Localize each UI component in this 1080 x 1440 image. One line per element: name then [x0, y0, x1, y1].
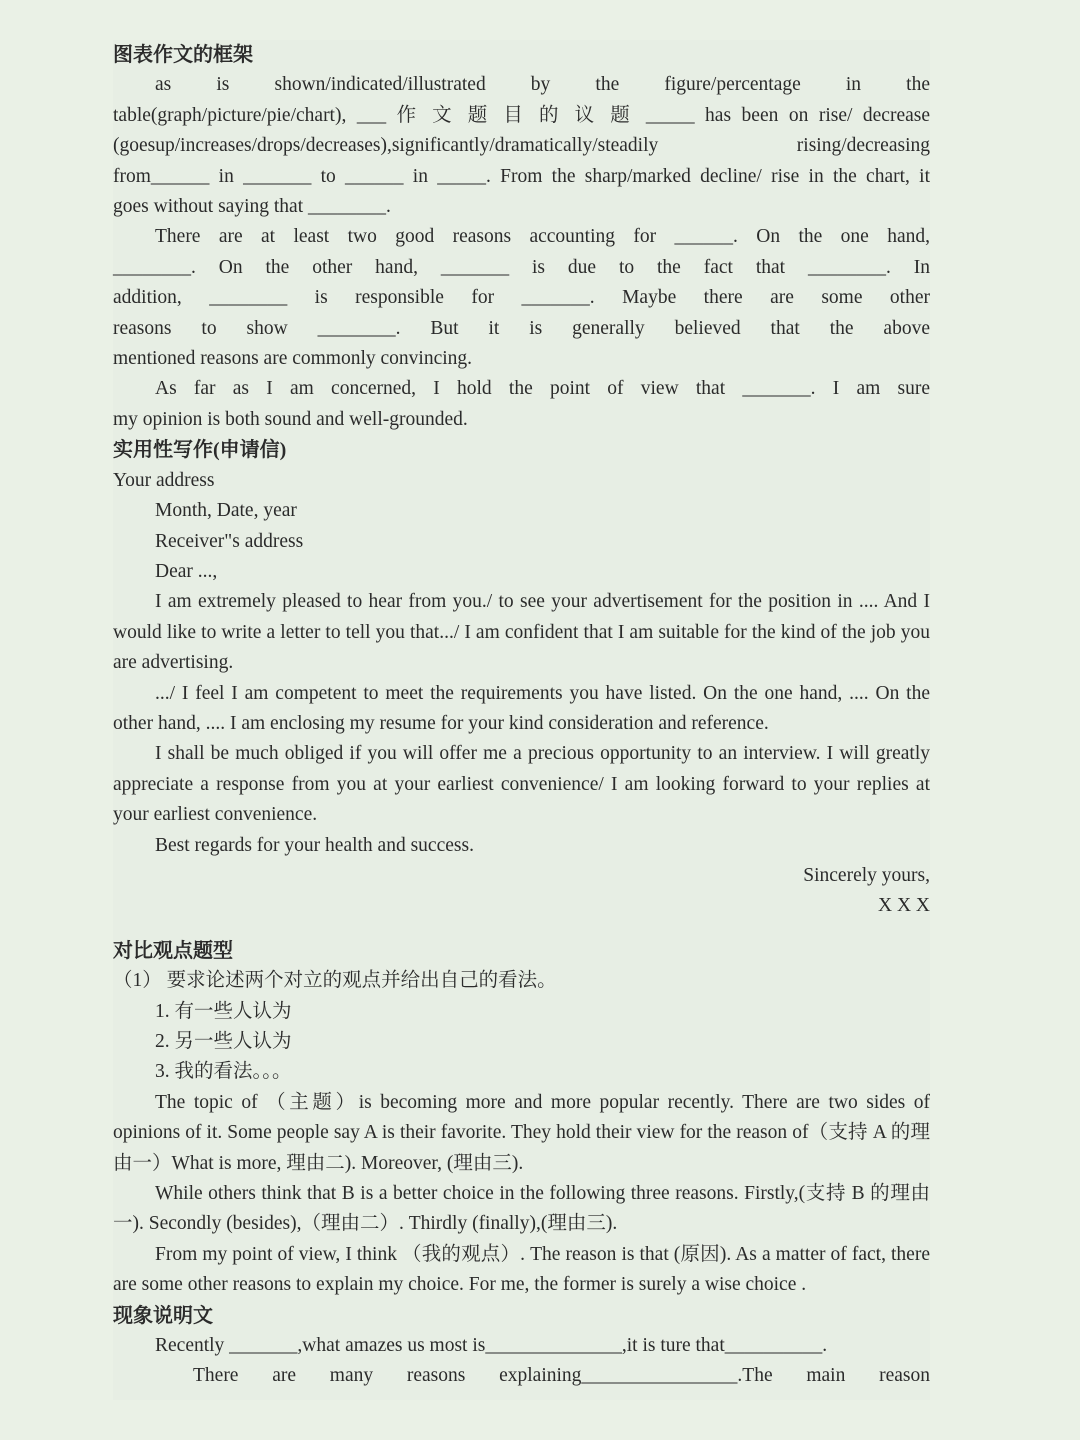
paragraph-line: as is shown/indicated/illustrated by the figure/percentage in the: [155, 74, 930, 96]
letter-paragraph: Best regards for your health and success.: [155, 834, 474, 856]
phenomenon-paragraph: Recently _______,what amazes us most is______________,it is ture that__________.: [155, 1335, 828, 1357]
list-item: 3. 我的看法。。。: [155, 1061, 292, 1083]
list-item: 2. 另一些人认为: [155, 1031, 292, 1052]
section-heading-phenomenon: 现象说明文: [113, 1304, 213, 1327]
section-heading-letter: 实用性写作(申请信): [113, 439, 287, 462]
letter-salutation: Dear ...,: [155, 560, 218, 582]
paragraph-line: table(graph/picture/pie/chart), ___ 作 文 题 目 的 议 题 _____ has been on rise/ decrease: [113, 104, 930, 126]
letter-date: Month, Date, year: [155, 500, 297, 522]
paragraph-line: reasons to show ________. But it is generally believed that the above: [113, 317, 930, 339]
paragraph-line: mentioned reasons are commonly convincing.: [113, 348, 473, 370]
letter-receiver: Receiver"s address: [155, 530, 304, 552]
compare-paragraph: The topic of （主题）is becoming more and more popular recently. There are two sides of opinions of it. Some people say A is their favorite. They hold their view for the reason of（支持 A 的理由一）What is more, 理由二). Moreover, (理由三).: [113, 1091, 930, 1174]
compare-paragraph: From my point of view, I think （我的观点）. The reason is that (原因). As a matter of fact, there are some other reasons to explain my choice. For me, the former is surely a wise choice .: [113, 1243, 930, 1296]
compare-paragraph: While others think that B is a better choice in the following three reasons. Firstly,(支持 B 的理由一). Secondly (besides),（理由二）. Thirdly (finally),(理由三).: [113, 1183, 930, 1235]
paragraph-line: (goesup/increases/drops/decreases),significantly/dramatically/steadily rising/decreasing: [113, 135, 930, 157]
letter-paragraph: I shall be much obliged if you will offer me a precious opportunity to an interview. I will greatly appreciate a response from you at your earliest convenience/ I am looking forward to your replies at your earliest convenience.: [113, 743, 930, 826]
paragraph-line: goes without saying that ________.: [113, 196, 391, 218]
letter-closing: Sincerely yours,: [803, 864, 930, 886]
section-heading-compare: 对比观点题型: [113, 939, 233, 962]
section-heading-chart: 图表作文的框架: [113, 44, 253, 66]
paragraph-line: addition, ________ is responsible for _______. Maybe there are some other: [113, 287, 930, 309]
paragraph-line: ________. On the other hand, _______ is due to the fact that ________. In: [113, 256, 930, 278]
letter-paragraph: I am extremely pleased to hear from you./ to see your advertisement for the position in .... And I would like to write a letter to tell you that.../ I am confident that I am suitable for the kind of the job you are advertising.: [113, 591, 930, 674]
letter-signature: X X X: [878, 895, 930, 917]
paragraph-line: my opinion is both sound and well-grounded.: [113, 408, 468, 430]
document-page: [113, 40, 930, 1400]
requirement-line: （1） 要求论述两个对立的观点并给出自己的看法。: [113, 970, 557, 992]
phenomenon-paragraph: There are many reasons explaining________________.The main reason: [193, 1365, 930, 1387]
paragraph-line: There are at least two good reasons accounting for ______. On the one hand,: [155, 226, 930, 248]
letter-address: Your address: [113, 469, 215, 491]
paragraph-line: As far as I am concerned, I hold the point of view that _______. I am sure: [155, 378, 930, 400]
letter-paragraph: .../ I feel I am competent to meet the requirements you have listed. On the one hand, .... On the other hand, .... I am enclosing my resume for your kind consideration and reference.: [113, 682, 930, 734]
paragraph-line: from______ in _______ to ______ in _____. From the sharp/marked decline/ rise in the chart, it: [113, 165, 930, 187]
list-item: 1. 有一些人认为: [155, 1000, 292, 1022]
